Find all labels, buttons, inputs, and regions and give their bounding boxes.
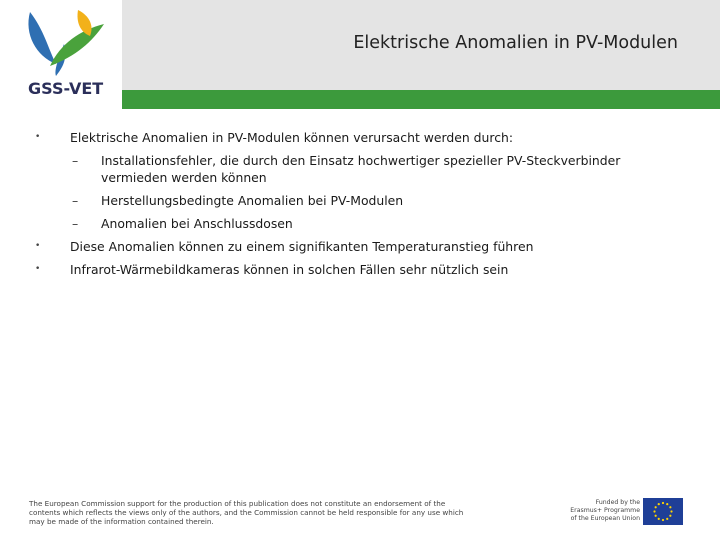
erasmus-funding-note [556, 499, 640, 523]
disclaimer-line: contents which reflects the views only of the authors, and the Commission cannot be held responsible for any use which [29, 508, 464, 517]
dash-marker: – [72, 216, 79, 231]
eu-disclaimer [29, 499, 464, 526]
bullet-text: Infrarot-Wärmebildkameras können in solchen Fällen sehr nützlich sein [70, 262, 509, 277]
dash-marker: – [72, 193, 79, 208]
sub-bullet-item [0, 189, 690, 212]
bullet-text: Elektrische Anomalien in PV-Modulen können verursacht werden durch: [70, 130, 514, 145]
sub-bullet-text-continued: vermieden werden können [101, 170, 267, 185]
funding-line: Funded by the [595, 499, 640, 506]
bullet-list [0, 126, 690, 281]
funding-line: Erasmus+ Programme [570, 507, 640, 514]
bullet-text: Diese Anomalien können zu einem signifikanten Temperaturanstieg führen [70, 239, 534, 254]
sub-bullet-text: Installationsfehler, die durch den Einsatz hochwertiger spezieller PV-Steckverbinder [101, 153, 621, 168]
disclaimer-line: The European Commission support for the production of this publication does not constitute an endorsement of the [29, 499, 446, 508]
sub-bullet-item [0, 212, 690, 235]
bullet-item [0, 126, 690, 149]
bullet-item [0, 235, 690, 258]
sub-bullet-continuation [0, 166, 690, 189]
slide-title: Elektrische Anomalien in PV-Modulen [353, 33, 678, 53]
sub-bullet-text: Herstellungsbedingte Anomalien bei PV-Modulen [101, 193, 404, 208]
bullet-item [0, 258, 690, 281]
dash-marker: – [72, 153, 79, 168]
disclaimer-line: may be made of the information contained therein. [29, 517, 214, 526]
eu-flag-icon [643, 498, 683, 525]
bullet-marker: • [35, 132, 41, 142]
logo-text: GSS-VET [28, 79, 104, 98]
accent-bar [122, 90, 720, 109]
bullet-marker: • [35, 241, 41, 251]
funding-line: of the European Union [570, 515, 640, 522]
sub-bullet-text: Anomalien bei Anschlussdosen [101, 216, 293, 231]
bullet-marker: • [35, 264, 41, 274]
